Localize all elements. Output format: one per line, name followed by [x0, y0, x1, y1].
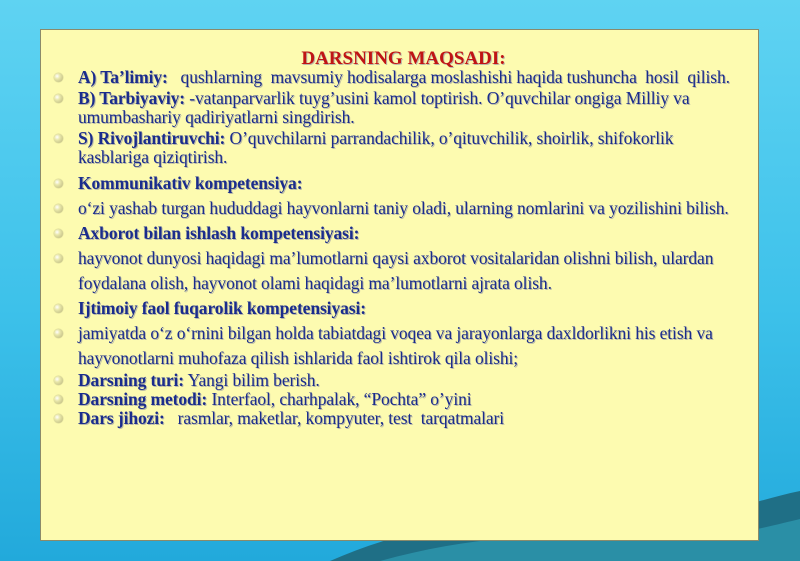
list-item-jihozi — [41, 409, 756, 428]
bullet-list — [41, 68, 756, 428]
item-label: Ijtimoiy faol fuqarolik kompetensiyasi: — [78, 298, 366, 318]
list-item-kommunikativ-text — [41, 196, 756, 221]
item-text: qushlarning mavsumiy hodisalarga moslashishi haqida tushuncha hosil qilish. — [167, 67, 730, 87]
item-label: Darsning metodi: — [78, 389, 208, 409]
item-text: hayvonot dunyosi haqidagi ma’lumotlarni qaysi axborot vositalaridan olishni bilish, ulardan foydalana olish, hayvonot olami haqidagi ma’lumotlarni ajrata olish. — [78, 248, 714, 293]
item-text: O’quvchilarni parrandachilik, o’qituvchilik, shoirlik, shifokorlik kasblariga qiziqtirish. — [78, 128, 674, 167]
list-item-kommunikativ — [41, 171, 756, 196]
bullet-icon — [54, 376, 63, 385]
list-item-turi — [41, 371, 756, 390]
item-text: o‘zi yashab turgan hududdagi hayvonlarni taniy oladi, ularning nomlarini va yozilishini bilish. — [78, 198, 729, 218]
bullet-icon — [54, 179, 63, 188]
title-text: DARSNING MAQSADI: — [301, 48, 506, 69]
list-item-axborot-text — [41, 246, 756, 296]
item-label: Axborot bilan ishlash kompetensiyasi: — [78, 223, 360, 243]
list-item-metodi — [41, 390, 756, 409]
item-text: rasmlar, maketlar, kompyuter, test tarqatmalari — [164, 408, 505, 428]
list-item-rivojlantiruvchi — [41, 129, 756, 167]
bullet-icon — [54, 73, 63, 82]
item-label: Darsning turi: — [78, 370, 185, 390]
bullet-icon — [54, 94, 63, 103]
bullet-icon — [54, 329, 63, 338]
list-item-ijtimoiy — [41, 296, 756, 321]
bullet-icon — [54, 204, 63, 213]
item-label: B) Tarbiyaviy: — [78, 88, 186, 108]
item-text: jamiyatda o‘z o‘rnini bilgan holda tabiatdagi voqea va jarayonlarga daxldorlikni his etish va hayvonotlarni muhofaza qilish ishlarida faol ishtirok qila olishi; — [78, 323, 713, 368]
bullet-icon — [54, 254, 63, 263]
content-panel — [40, 29, 759, 541]
bullet-icon — [54, 414, 63, 423]
item-label: S) Rivojlantiruvchi: — [78, 128, 226, 148]
item-label: A) Ta’limiy: — [78, 67, 168, 87]
bullet-icon — [54, 229, 63, 238]
bullet-icon — [54, 395, 63, 404]
bullet-icon — [54, 134, 63, 143]
item-text: Interfaol, charhpalak, “Pochta” o’yini — [207, 389, 472, 409]
item-text: -vatanparvarlik tuyg’usini kamol toptirish. O’quvchilar ongiga Milliy va umumbashariy qadiriyatlarni singdirish. — [78, 88, 690, 127]
list-item-ijtimoiy-text — [41, 321, 756, 371]
item-label: Kommunikativ kompetensiya: — [78, 173, 303, 193]
list-item-tarbiyaviy — [41, 89, 756, 127]
list-item-axborot — [41, 221, 756, 246]
bullet-icon — [54, 304, 63, 313]
list-item-talimiy — [41, 68, 756, 87]
item-label: Dars jihozi: — [78, 408, 165, 428]
item-text: Yangi bilim berish. — [184, 370, 320, 390]
